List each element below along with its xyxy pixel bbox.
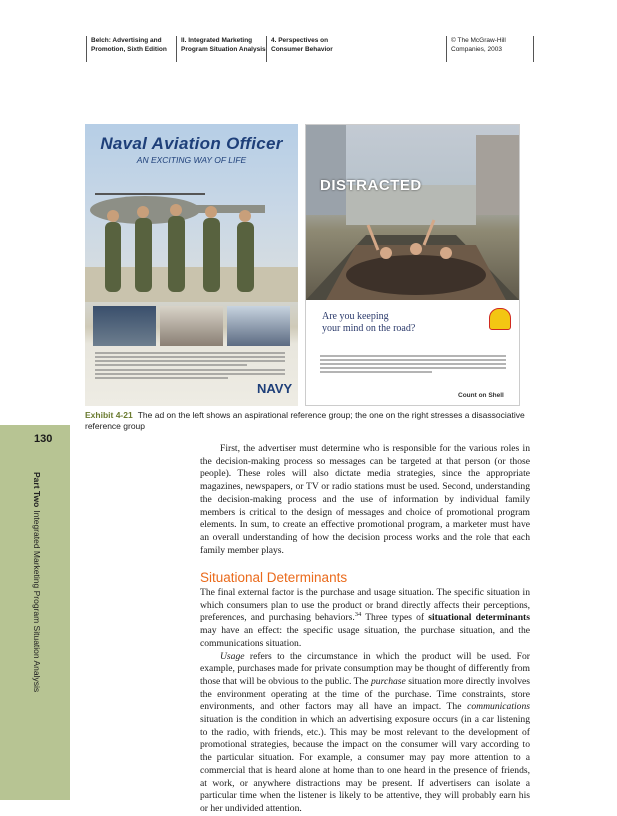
shell-ad bbox=[305, 124, 520, 406]
body-paragraph-1-wrap bbox=[200, 443, 530, 557]
header-book-line1: Belch: Advertising and bbox=[91, 37, 162, 44]
header-chapter-line1: 4. Perspectives on bbox=[271, 37, 329, 44]
navy-ad-title: Naval Aviation Officer bbox=[100, 134, 283, 153]
header-part bbox=[176, 36, 267, 62]
body-paragraph-2-wrap bbox=[200, 587, 530, 816]
navy-ad-photo-strip bbox=[93, 306, 290, 346]
shell-logo-icon bbox=[489, 308, 511, 330]
header-book bbox=[86, 36, 177, 62]
para3-a: refers to the circumstance in which the product will be used. For example, purchases made for private consumption may be thought of differently from those that will be obvious to the public. The bbox=[200, 650, 530, 687]
shell-ad-headline-line1: Are you keeping bbox=[322, 311, 389, 322]
sidebar-part-label: Part Two bbox=[32, 472, 42, 508]
para3-b: situation more directly involves the environment operating at the time of the purchase. Time constraints, store environments, and other factors may all have an impact. The bbox=[200, 675, 530, 713]
header-copyright bbox=[446, 36, 534, 62]
para3-communications-term: communications bbox=[467, 701, 530, 713]
para2-end: may have an effect: the specific usage situation, the purchase situation, and the communications situation. bbox=[200, 625, 530, 649]
navy-ad bbox=[85, 124, 298, 406]
shell-ad-body-copy bbox=[320, 355, 506, 375]
body-paragraph-1: First, the advertiser must determine who is responsible for the various roles in the decision-making process so messages can be targeted at that person (or those people). These roles will also dictate media strategies, since the appropriate magazines, newspapers, or TV or radio stations must be used. Second, understanding the decision-making process and the use of information by individual family members is critical to the design of messages and choice of promotional program elements. In sum, to create an effective promotional program, a marketer must have an overall understanding of how the decision process works and the role that each family member plays. bbox=[200, 443, 530, 556]
exhibit-caption bbox=[85, 410, 525, 432]
para3-purchase-term: purchase bbox=[370, 675, 406, 687]
navy-ad-subtitle: AN EXCITING WAY OF LIFE bbox=[136, 155, 247, 165]
section-heading: Situational Determinants bbox=[200, 570, 348, 585]
body-paragraph-2 bbox=[200, 587, 530, 651]
footnote-ref: 34 bbox=[354, 611, 362, 619]
exhibit-caption-text: The ad on the left shows an aspirational reference group; the one on the right stresses a disassociative reference group bbox=[85, 410, 525, 431]
header-part-line2: Program Situation Analysis bbox=[181, 46, 266, 53]
para3-usage-term: Usage bbox=[220, 650, 245, 662]
navy-logo: NAVY bbox=[257, 381, 293, 396]
header-copyright-line2: Companies, 2003 bbox=[451, 46, 502, 53]
shell-ad-headline bbox=[322, 311, 482, 335]
body-paragraph-3 bbox=[200, 651, 530, 816]
para2-key-term: situational determinants bbox=[428, 612, 530, 624]
header-chapter-line2: Consumer Behavior bbox=[271, 46, 333, 53]
header-book-line2: Promotion, Sixth Edition bbox=[91, 46, 167, 53]
shell-ad-headline-line2: your mind on the road? bbox=[322, 323, 416, 334]
para3-c: situation is the condition in which an advertising exposure occurs (in a car listening to the radio, with friends, etc.). This may be most relevant to the development of promotional strategies, because the impact on the consumer will vary according to the particular situation. For example, a consumer may pay more attention to a commercial that is heard alone at home than to one heard in the presence of friends, at work, or anywhere distractions may be present. If advertisers can isolate a particular time when the listener is likely to be attentive, they will probably earn his or her undivided attention. bbox=[200, 714, 530, 814]
header-copyright-line1: © The McGraw-Hill bbox=[451, 37, 506, 44]
running-header bbox=[86, 36, 532, 62]
shell-ad-title: DISTRACTED bbox=[320, 177, 422, 194]
sidebar-part-title bbox=[32, 472, 42, 732]
shell-ad-photo bbox=[306, 125, 519, 300]
sidebar-section-label: Integrated Marketing Program Situation Analysis bbox=[32, 510, 42, 693]
header-chapter bbox=[266, 36, 357, 62]
para2-start: The final external factor is the purchase and usage situation. The specific situation in which consumers plan to use the product or brand directly affects their perceptions, preferences, and purchasing behaviors. bbox=[200, 587, 530, 624]
page-number: 130 bbox=[34, 433, 53, 445]
navy-ad-photo bbox=[85, 172, 298, 302]
exhibit-label: Exhibit 4-21 bbox=[85, 410, 133, 420]
header-part-line1: II. Integrated Marketing bbox=[181, 37, 253, 44]
para2-mid: Three types of bbox=[361, 612, 429, 624]
navy-ad-body-copy bbox=[95, 352, 285, 381]
shell-ad-tagline: Count on Shell bbox=[458, 392, 504, 399]
